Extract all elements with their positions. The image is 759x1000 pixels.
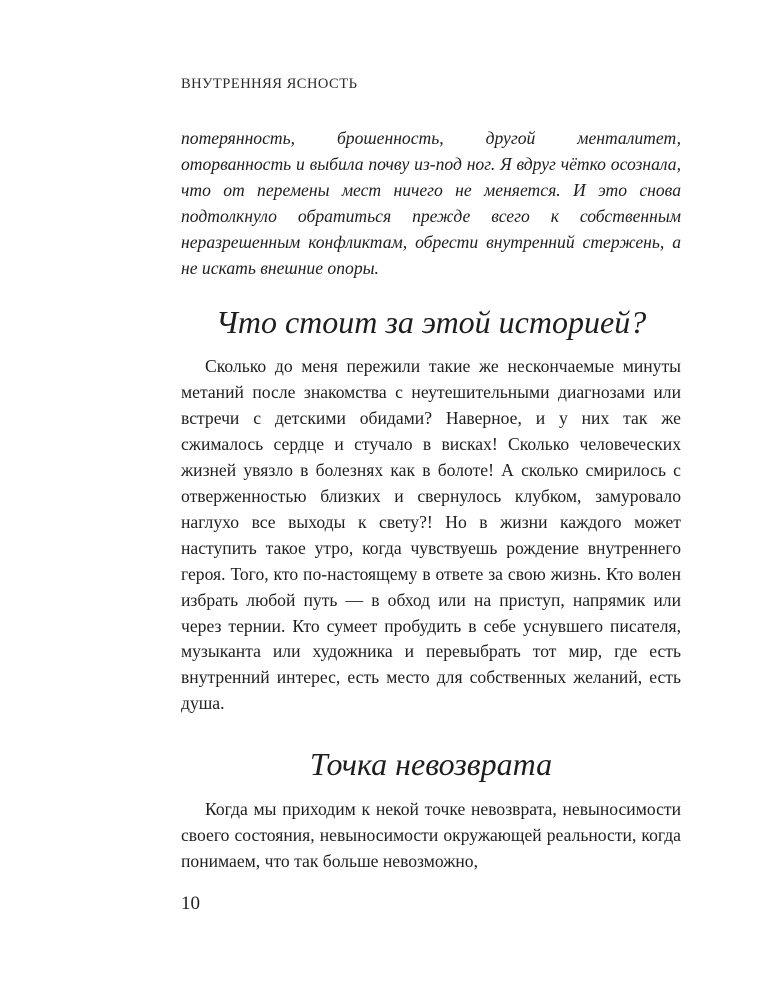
page-number: 10: [181, 893, 200, 914]
intro-paragraph: потерянность, брошенность, другой менталитет, оторванность и выбила почву из-под ног. Я вдруг чётко осознала, что от перемены мест ничего не меняется. И это снова подтолкнуло обратиться прежде всего к собственным неразрешенным конфликтам, обрести внутренний стержень, а не искать внешние опоры.: [181, 128, 681, 278]
section-paragraph: Сколько до меня пережили такие же нескончаемые минуты метаний после знакомства с неутешительными диагнозами или встречи с детскими обидами? Наверное, и у них так же сжималось сердце и стучало в висках! Сколько человеческих жизней увязло в болезнях как в болоте! А сколько смирилось с отверженностью близких и свернулось клубком, замуровало наглухо все выходы к свету?! Но в жизни каждого может наступить такое утро, когда чувствуешь рождение внутреннего героя. Того, кто по-настоящему в ответе за свою жизнь. Кто волен избрать любой путь — в обход или на приступ, напрямик или через тернии. Кто сумеет пробудить в себе уснувшего писателя, музыканта или художника и перевыбрать тот мир, где есть внутренний интерес, есть место для собственных желаний, есть душа.: [181, 356, 681, 714]
running-head: ВНУТРЕННЯЯ ЯСНОСТЬ: [181, 76, 358, 92]
section-heading: Что стоит за этой историей?: [215, 304, 647, 341]
page-body: [181, 126, 681, 875]
section-paragraph: Когда мы приходим к некой точке невозврата, невыносимости своего состояния, невыносимости окружающей реальности, когда понимаем, что так больше невозможно,: [181, 799, 681, 871]
section-heading: Точка невозврата: [309, 746, 553, 783]
